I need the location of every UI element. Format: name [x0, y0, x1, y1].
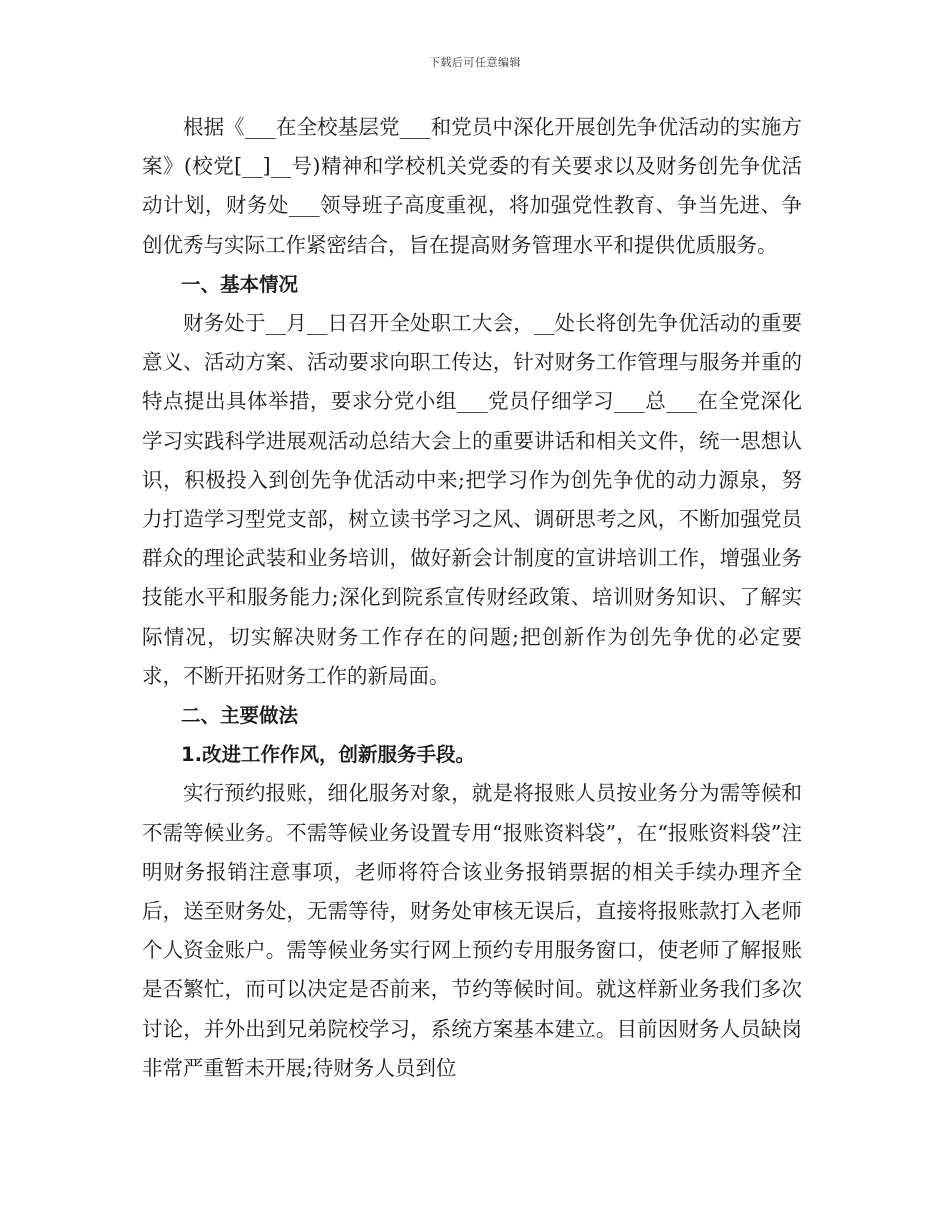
page-header: 下载后可任意编辑 — [429, 56, 521, 69]
basic-situation-paragraph: 财务处于__月__日召开全处职工大会，__处长将创先争优活动的重要意义、活动方案、活动要求向职工传达，针对财务工作管理与服务并重的特点提出具体举措，要求分党小组___党员仔细学习___总___在全党深化学习实践科学进展观活动总结大会上的重要讲话和相关文件，统一思想认识，积极投入到创先争优活动中来;把学习作为创先争优的动力源泉，努力打造学习型党支部，树立读书学习之风、调研思考之风，不断加强党员群众的理论武装和业务培训，做好新会计制度的宣讲培训工作，增强业务技能水平和服务能力;深化到院系宣传财经政策、培训财务知识、了解实际情况，切实解决财务工作存在的问题;把创新作为创先争优的必定要求，不断开拓财务工作的新局面。 — [142, 311, 802, 688]
improve-work-style-paragraph: 实行预约报账，细化服务对象，就是将报账人员按业务分为需等候和不需等候业务。不需等候业务设置专用“报账资料袋”，在“报账资料袋”注明财务报销注意事项，老师将符合该业务报销票据的相关手续办理齐全后，送至财务处，无需等待，财务处审核无误后，直接将报账款打入老师个人资金账户。需等候业务实行网上预约专用服务窗口，使老师了解报账是否繁忙，而可以决定是否前来，节约等候时间。就这样新业务我们多次讨论，并外出到兄弟院校学习，系统方案基本建立。目前因财务人员缺岗非常严重暂未开展;待财务人员到位 — [142, 781, 802, 1080]
section-heading-main-practices: 二、主要做法 — [181, 704, 299, 728]
intro-paragraph: 根据《___在全校基层党___和党员中深化开展创先争优活动的实施方案》(校党[__]__号)精神和学校机关党委的有关要求以及财务创先争优活动计划，财务处___领导班子高度重视，将加强党性教育、争当先进、争创优秀与实际工作紧密结合，旨在提高财务管理水平和提供优质服务。 — [142, 115, 802, 257]
subsection-heading-improve-work-style: 1.改进工作作风，创新服务手段。 — [181, 743, 475, 767]
section-heading-basic-situation: 一、基本情况 — [181, 272, 299, 296]
document-body — [142, 108, 802, 1088]
